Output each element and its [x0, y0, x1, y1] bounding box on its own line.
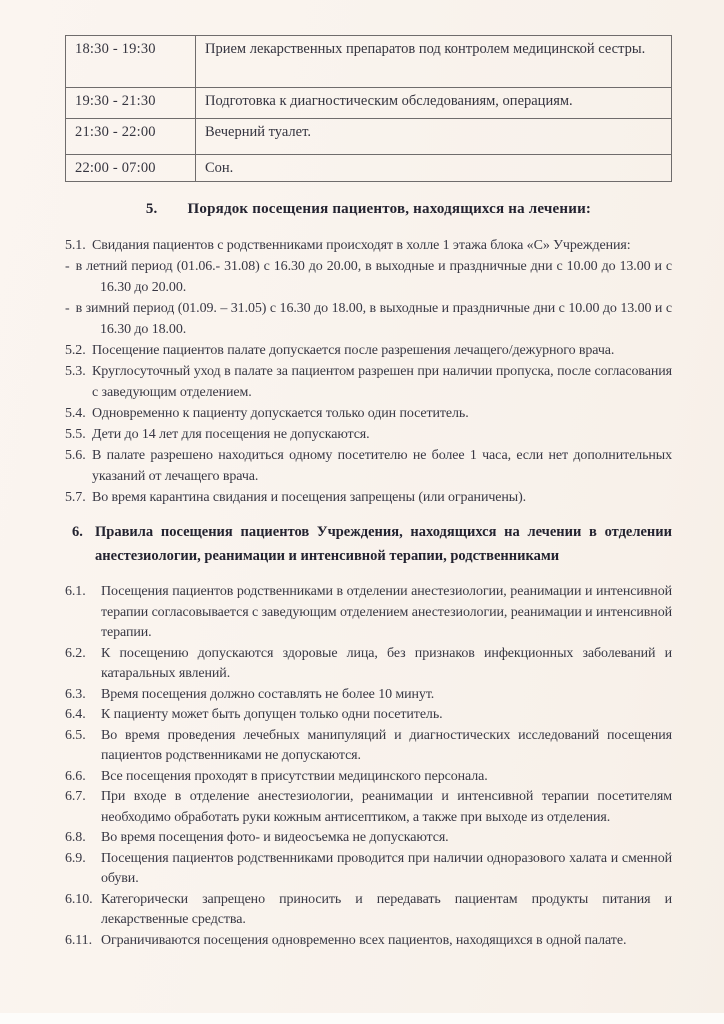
rule-item [65, 582, 672, 644]
section-6-title: Правила посещения пациентов Учреждения, находящихся на лечении в отделении анестезиологии, реанимации и интенсивной терапии, родственниками [95, 524, 672, 564]
rule-item-number: 6.9. [65, 850, 86, 866]
rule-item-number: - [65, 301, 70, 316]
rule-item-number: 5.1. [65, 238, 86, 253]
rule-item-number: 5.5. [65, 427, 86, 442]
rule-item [65, 849, 672, 890]
rule-item [65, 256, 672, 298]
rule-item-number: 5.2. [65, 343, 86, 358]
schedule-row [66, 88, 672, 119]
rule-item-number: 6.4. [65, 707, 86, 722]
rule-item-text: в зимний период (01.09. – 31.05) с 16.30 до 18.00, в выходные и праздничные дни с 10.00 до 13.00 и с 16.30 до 18.00. [75, 301, 672, 337]
rule-item-text: Категорически запрещено приносить и передавать пациентам продукты питания и лекарственные средства. [101, 891, 672, 927]
rule-item-number: 5.6. [65, 448, 86, 463]
rule-item [65, 685, 672, 706]
rule-item [65, 828, 672, 849]
schedule-table-body [66, 36, 672, 182]
rule-item-number: 6.5. [65, 727, 86, 743]
rule-item-number: 6.1. [65, 584, 86, 599]
rule-item [65, 726, 672, 767]
schedule-activity-cell: Вечерний туалет. [196, 119, 672, 155]
rule-item [65, 298, 672, 340]
section-5-title: Порядок посещения пациентов, находящихся на лечении: [187, 201, 592, 217]
rule-item [65, 361, 672, 403]
rule-item-text: Круглосуточный уход в палате за пациентом разрешен при наличии пропуска, после согласования с заведующим отделением. [92, 364, 672, 400]
rule-item-text: Во время карантина свидания и посещения запрещены (или ограничены). [92, 490, 527, 505]
rule-item-text: К посещению допускаются здоровые лица, без признаков инфекционных заболеваний и катаральных явлений. [101, 645, 672, 681]
rule-item-number: 6.8. [65, 830, 86, 845]
schedule-time-cell: 19:30 - 21:30 [66, 88, 196, 119]
rule-item-number: 6.2. [65, 645, 86, 661]
rule-item [65, 644, 672, 685]
section-5-heading [65, 201, 672, 218]
rule-item [65, 890, 672, 931]
rule-item [65, 767, 672, 788]
rule-item [65, 235, 672, 256]
rule-item [65, 445, 672, 487]
rule-item-text: Во время проведения лечебных манипуляций и диагностических исследований посещения пациентов родственниками не допускаются. [101, 727, 672, 763]
rule-item-text: в летний период (01.06.- 31.08) с 16.30 до 20.00, в выходные и праздничные дни с 10.00 до 13.00 и с 16.30 до 20.00. [75, 259, 672, 295]
rule-item-number: 6.7. [65, 789, 86, 804]
schedule-row [66, 155, 672, 182]
schedule-time-cell: 21:30 - 22:00 [66, 119, 196, 155]
rule-item-number: 6.11. [65, 932, 92, 948]
rule-item-text: К пациенту может быть допущен только одни посетитель. [101, 707, 443, 722]
rule-item-text: Ограничиваются посещения одновременно всех пациентов, находящихся в одной палате. [101, 932, 627, 948]
rule-item [65, 705, 672, 726]
schedule-table [65, 35, 672, 182]
rule-item-text: При входе в отделение анестезиологии, реанимации и интенсивной терапии посетителям необходимо обработать руки кожным антисептиком, а также при выходе из отделения. [101, 789, 672, 825]
rule-item [65, 487, 672, 508]
rule-item-number: 5.3. [65, 364, 86, 379]
rule-item-text: Дети до 14 лет для посещения не допускаются. [92, 427, 370, 442]
schedule-row [66, 119, 672, 155]
schedule-activity-cell: Сон. [196, 155, 672, 182]
rule-item-text: Посещение пациентов палате допускается после разрешения лечащего/дежурного врача. [92, 343, 615, 358]
rule-item-number: - [65, 259, 70, 274]
rule-item-number: 6.3. [65, 686, 86, 702]
rule-item-text: В палате разрешено находиться одному посетителю не более 1 часа, если нет дополнительных указаний от лечащего врача. [92, 448, 672, 484]
rule-item [65, 787, 672, 828]
rule-item-number: 5.7. [65, 490, 86, 505]
section-6-heading [72, 521, 672, 568]
document-content [65, 0, 672, 951]
rule-item-text: Посещения пациентов родственниками проводится при наличии одноразового халата и сменной обуви. [101, 850, 672, 886]
schedule-activity-cell: Подготовка к диагностическим обследованиям, операциям. [196, 88, 672, 119]
rule-item-number: 5.4. [65, 406, 86, 421]
scan-edge [0, 1013, 724, 1024]
section-5-rules [65, 235, 672, 508]
schedule-row [66, 36, 672, 88]
rule-item-text: Время посещения должно составлять не более 10 минут. [101, 686, 435, 702]
schedule-time-cell: 22:00 - 07:00 [66, 155, 196, 182]
rule-item [65, 403, 672, 424]
rule-item-number: 6.10. [65, 891, 93, 907]
rule-item-text: Посещения пациентов родственниками в отделении анестезиологии, реанимации и интенсивной терапии согласовывается с заведующим отделением анестезиологии, реанимации и интенсивной терапии. [101, 584, 672, 640]
rule-item [65, 424, 672, 445]
section-6-rules [65, 582, 672, 951]
section-6-number: 6. [72, 524, 83, 540]
rule-item-text: Свидания пациентов с родственниками происходят в холле 1 этажа блока «С» Учреждения: [92, 238, 631, 253]
rule-item [65, 340, 672, 361]
rule-item-text: Во время посещения фото- и видеосъемка не допускаются. [101, 830, 449, 845]
rule-item-number: 6.6. [65, 768, 86, 784]
rule-item-text: Все посещения проходят в присутствии медицинского персонала. [101, 768, 488, 784]
section-5-number: 5. [145, 201, 158, 217]
rule-item-text: Одновременно к пациенту допускается только один посетитель. [92, 406, 469, 421]
schedule-time-cell: 18:30 - 19:30 [66, 36, 196, 88]
rule-item [65, 931, 672, 952]
schedule-activity-cell: Прием лекарственных препаратов под контролем медицинской сестры. [196, 36, 672, 88]
